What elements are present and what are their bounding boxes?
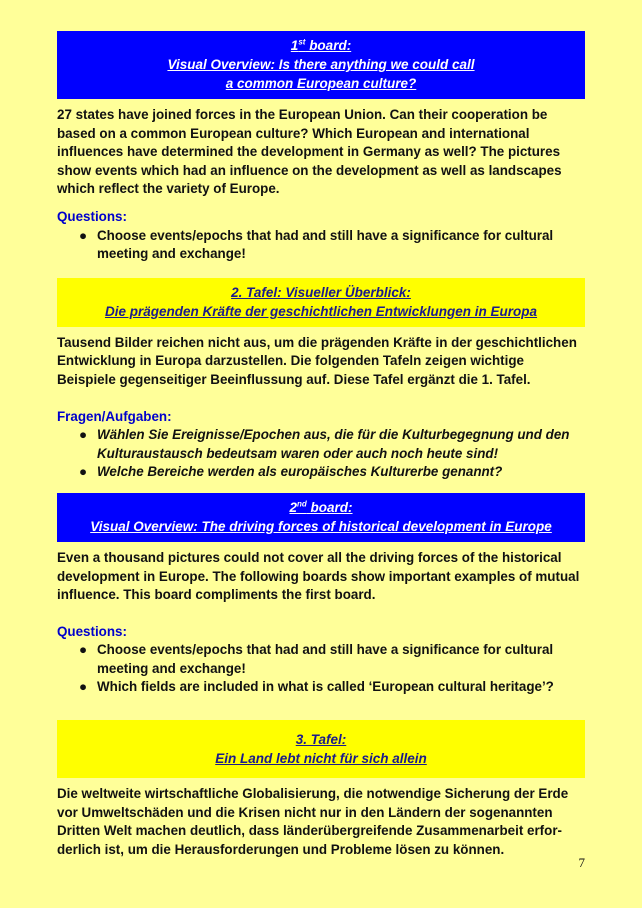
- board-2-questions-heading: Questions:: [57, 623, 127, 639]
- tafel-2-question-list: [57, 426, 585, 482]
- question-text: Wählen Sie Ereignisse/Epochen aus, die für die Kulturbegegnung und den Kulturaustausch bedeutsam waren oder auch noch heute sind!: [97, 427, 570, 461]
- tafel-3-title: 3. Tafel:: [295, 732, 347, 748]
- tafel-2-subtitle: Die prägenden Kräfte der geschichtlichen Entwicklungen in Europa: [104, 303, 538, 319]
- board-1-ordinal: st: [298, 37, 306, 47]
- board-1-title: [61, 36, 581, 55]
- tafel-3-banner: [57, 720, 585, 778]
- board-1-subtitle-line1: Visual Overview: Is there anything we could call: [167, 57, 475, 72]
- board-1-banner: [57, 31, 585, 99]
- tafel-3-subtitle: Ein Land lebt nicht für sich allein: [215, 751, 427, 767]
- question-text: Which fields are included in what is called ‘European cultural heritage’?: [97, 679, 554, 695]
- board-1-questions-heading: Questions:: [57, 208, 127, 224]
- tafel-3-paragraph: Die weltweite wirtschaftliche Globalisierung, die notwendige Sicherung der Erde vor Umweltschäden und die Krisen nicht nur in den Ländern der sogenannten Dritten Welt machen deutlich, dass länderübergreifende Zusammenarbeit erfor-derlich ist, um die Herausforderungen und Probleme lösen zu können.: [57, 786, 569, 857]
- tafel-2-title: 2. Tafel: Visueller Überblick:: [231, 284, 411, 300]
- bullet-icon: ●: [79, 227, 88, 243]
- board-2-banner: [57, 493, 585, 542]
- board-2-word: board:: [306, 499, 353, 515]
- board-2-paragraph: Even a thousand pictures could not cover all the driving forces of the historical development in Europe. The following boards show important examples of mutual influence. This board compliments the first board.: [57, 549, 580, 603]
- question-item: [79, 641, 585, 678]
- tafel-2-questions-heading: Fragen/Aufgaben:: [57, 408, 172, 424]
- bullet-icon: ●: [79, 464, 88, 480]
- bullet-icon: ●: [79, 642, 88, 658]
- board-1-word: board:: [305, 38, 352, 53]
- board-1-question-list: [57, 227, 585, 264]
- board-2-question-list: [57, 641, 585, 697]
- board-1-paragraph: 27 states have joined forces in the European Union. Can their cooperation be based on a common European culture? Which European and international influences have determined the development in Germany as well? The pictures show events which had an influence on the development as well as landscapes which reflect the variety of Europe.: [57, 107, 562, 197]
- bullet-icon: ●: [79, 427, 88, 443]
- board-2-ordinal: nd: [296, 499, 307, 509]
- board-1-number: 1: [290, 38, 299, 53]
- board-2-number: 2: [289, 499, 297, 515]
- bullet-icon: ●: [79, 679, 88, 695]
- tafel-2-paragraph: Tausend Bilder reichen nicht aus, um die prägenden Kräfte in der geschichtlichen Entwicklung in Europa darzustellen. Die folgenden Tafeln zeigen wichtige Beispiele gegenseitiger Beeinflussung auf. Diese Tafel ergänzt die 1. Tafel.: [57, 334, 577, 387]
- question-item: [79, 426, 585, 463]
- question-text: Choose events/epochs that had and still have a significance for cultural meeting and exchange!: [97, 642, 554, 676]
- question-item: [79, 227, 585, 264]
- board-1-subtitle-line2: a common European culture?: [225, 76, 417, 91]
- document-page: [57, 31, 585, 859]
- board-2-subtitle: Visual Overview: The driving forces of historical development in Europe: [90, 518, 552, 534]
- question-item: [79, 678, 585, 697]
- page-number: 7: [578, 855, 585, 870]
- question-item: [79, 463, 585, 482]
- board-2-title: [61, 498, 581, 517]
- tafel-2-banner: [57, 278, 585, 327]
- question-text: Choose events/epochs that had and still have a significance for cultural meeting and exchange!: [97, 227, 554, 262]
- question-text: Welche Bereiche werden als europäisches Kulturerbe genannt?: [97, 464, 503, 480]
